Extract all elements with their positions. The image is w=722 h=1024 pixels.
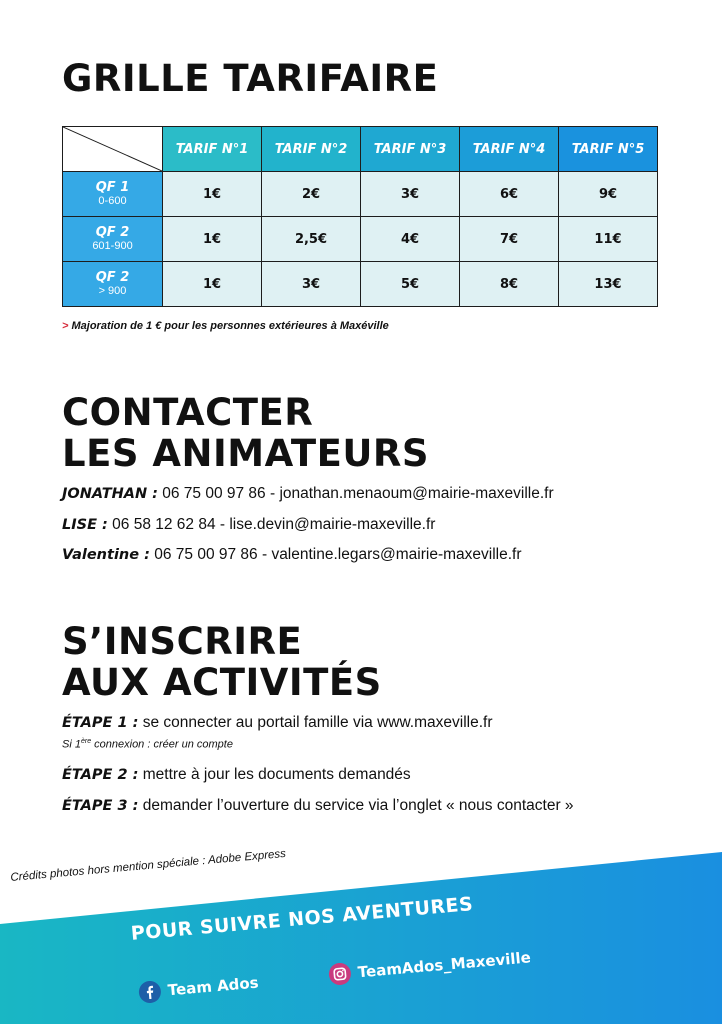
step-text: mettre à jour les documents demandés [142,766,411,783]
facebook-label: Team Ados [167,973,260,1000]
follow-heading: POUR SUIVRE NOS AVENTURES [130,893,475,945]
contact-info: 06 75 00 97 86 - jonathan.menaoum@mairie-maxeville.fr [162,485,554,502]
price-cell: 9€ [559,172,658,217]
instagram-label: TeamAdos_Maxeville [357,948,532,982]
contact-title-line2: LES ANIMATEURS [62,432,430,475]
contact-title-line1: CONTACTER [62,391,314,434]
note-arrow: > [62,320,69,332]
price-cell: 1€ [163,172,262,217]
price-cell: 1€ [163,217,262,262]
contact-info: 06 58 12 62 84 - lise.devin@mairie-maxeville.fr [112,516,436,533]
step-label: ÉTAPE 1 : [62,715,139,731]
qf-range: > 900 [98,285,127,298]
price-cell: 3€ [262,262,361,307]
qf-range: 601-900 [92,240,133,253]
facebook-icon [138,980,162,1004]
first-connection-note: Si 1ère connexion : créer un compte [62,738,233,751]
price-cell: 11€ [559,217,658,262]
step-label: ÉTAPE 2 : [62,767,139,783]
photo-credits: Crédits photos hors mention spéciale : Adobe Express [10,847,287,884]
price-cell: 2€ [262,172,361,217]
signup-title-line1: S’INSCRIRE [62,620,303,663]
column-header: TARIF N°4 [460,127,559,172]
price-cell: 7€ [460,217,559,262]
price-cell: 1€ [163,262,262,307]
qf-label: QF 2 [95,224,130,240]
price-cell: 8€ [460,262,559,307]
tarif-title: GRILLE TARIFAIRE [62,57,439,100]
step-text: demander l’ouverture du service via l’onglet « nous contacter » [142,797,574,814]
price-cell: 6€ [460,172,559,217]
contact-name: LISE : [62,517,108,533]
price-cell: 13€ [559,262,658,307]
price-cell: 3€ [361,172,460,217]
qf-label: QF 2 [95,269,130,285]
note-text: Majoration de 1 € pour les personnes extérieures à Maxéville [71,320,389,332]
column-header: TARIF N°5 [559,127,658,172]
contact-name: Valentine : [62,547,150,563]
qf-range: 0-600 [98,195,127,208]
price-cell: 4€ [361,217,460,262]
qf-label: QF 1 [95,179,130,195]
column-header: TARIF N°1 [163,127,262,172]
contact-info: 06 75 00 97 86 - valentine.legars@mairie-maxeville.fr [154,546,522,563]
contact-name: JONATHAN : [62,486,158,502]
signup-title-line2: AUX ACTIVITÉS [62,661,382,704]
step-text: se connecter au portail famille via www.maxeville.fr [142,714,493,731]
price-cell: 5€ [361,262,460,307]
instagram-icon [328,962,352,986]
price-cell: 2,5€ [262,217,361,262]
column-header: TARIF N°2 [262,127,361,172]
step-label: ÉTAPE 3 : [62,798,139,814]
column-header: TARIF N°3 [361,127,460,172]
